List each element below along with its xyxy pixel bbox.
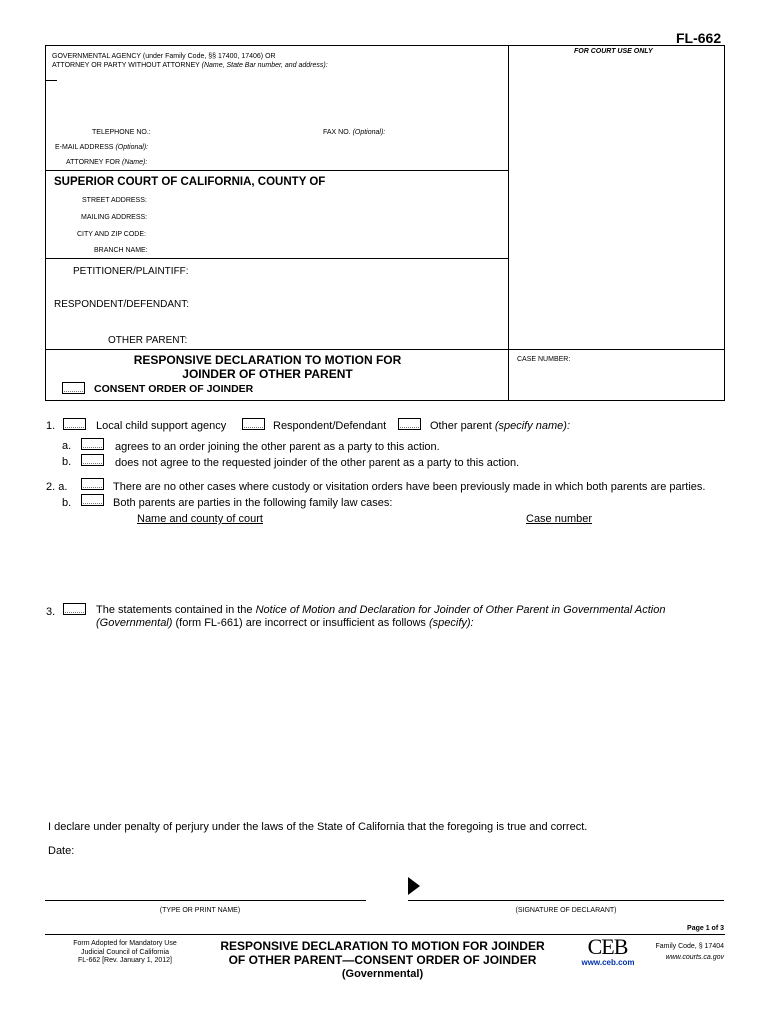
street-address-field[interactable] bbox=[160, 193, 500, 205]
mailing-address-field[interactable] bbox=[160, 210, 500, 222]
attorney-for-field[interactable] bbox=[160, 155, 500, 167]
petitioner-field[interactable] bbox=[195, 264, 500, 278]
case-number-label: CASE NUMBER: bbox=[517, 356, 571, 363]
item3-number: 3. bbox=[46, 606, 56, 618]
other-parent-checkbox[interactable] bbox=[398, 418, 421, 430]
other-parent-field[interactable] bbox=[195, 333, 500, 347]
does-not-agree-text: does not agree to the requested joinder of the other parent as a party to this action. bbox=[115, 457, 520, 469]
signature-line bbox=[408, 900, 724, 901]
other-parent-name-field[interactable] bbox=[580, 418, 720, 432]
agrees-text: agrees to an order joining the other parent as a party to this action. bbox=[115, 441, 440, 453]
respondent-option-label: Respondent/Defendant bbox=[273, 420, 387, 432]
agency-name-field[interactable] bbox=[57, 64, 502, 120]
form-left-border bbox=[45, 45, 46, 401]
case-number-field[interactable] bbox=[517, 368, 717, 396]
email-field[interactable] bbox=[160, 140, 500, 152]
mailing-address-label: MAILING ADDRESS: bbox=[81, 214, 148, 221]
page-number: Page 1 of 3 bbox=[687, 925, 724, 932]
consent-order-checkbox[interactable] bbox=[62, 382, 85, 394]
declaration-text: I declare under penalty of perjury under the laws of the State of California that the foregoing is true and correct. bbox=[48, 821, 588, 833]
agency-tick bbox=[45, 80, 57, 81]
respondent-field[interactable] bbox=[195, 297, 500, 311]
both-parents-text: Both parents are parties in the following family law cases: bbox=[113, 497, 393, 509]
ceb-logo: CEB bbox=[587, 934, 628, 959]
attorney-for-label: ATTORNEY FOR (Name): bbox=[66, 159, 148, 166]
county-field[interactable] bbox=[330, 174, 502, 188]
item1-number: 1. bbox=[46, 420, 56, 432]
form-adopted-block: Form Adopted for Mandatory Use Judicial Council of California FL-662 [Rev. January 1, 2012] bbox=[73, 940, 177, 964]
statements-incorrect-checkbox[interactable] bbox=[63, 603, 86, 615]
court-name-column-header: Name and county of court bbox=[137, 513, 263, 525]
family-code-citation: Family Code, § 17404 bbox=[655, 943, 724, 950]
parties-section-rule bbox=[45, 258, 508, 259]
agency-line1: GOVERNMENTAL AGENCY (under Family Code, §§ 17400, 17406) OR bbox=[52, 53, 276, 60]
agency-line2: ATTORNEY OR PARTY WITHOUT ATTORNEY (Name, State Bar number, and address): bbox=[52, 62, 328, 69]
court-section-rule bbox=[45, 170, 508, 171]
both-parents-checkbox[interactable] bbox=[81, 494, 104, 506]
form-number: FL-662 bbox=[676, 30, 722, 46]
courts-url-link[interactable]: www.courts.ca.gov bbox=[665, 954, 724, 961]
print-name-line bbox=[45, 900, 366, 901]
agrees-checkbox[interactable] bbox=[81, 438, 104, 450]
title-section-rule bbox=[45, 349, 725, 350]
email-label: E-MAIL ADDRESS (Optional): bbox=[55, 144, 149, 151]
item2b-label: b. bbox=[62, 497, 72, 509]
city-zip-field[interactable] bbox=[160, 227, 500, 239]
fax-label: FAX NO. (Optional): bbox=[323, 129, 386, 136]
footer-title-line1: RESPONSIVE DECLARATION TO MOTION FOR JOINDER bbox=[220, 939, 545, 953]
footer-title-line3: (Governmental) bbox=[341, 968, 424, 980]
item3-text: The statements contained in the Notice of Motion and Declaration for Joinder of Other Parent in Governmental Action (Governmental) (form FL-661) are incorrect or insufficient as follows (specify): bbox=[96, 604, 666, 629]
item2a-label: 2. a. bbox=[46, 481, 68, 493]
petitioner-label: PETITIONER/PLAINTIFF: bbox=[73, 266, 189, 277]
form-title-line1: RESPONSIVE DECLARATION TO MOTION FOR bbox=[133, 353, 402, 367]
branch-name-field[interactable] bbox=[160, 243, 500, 255]
footer-title-line2: OF OTHER PARENT—CONSENT ORDER OF JOINDER bbox=[228, 953, 537, 967]
print-name-caption: (TYPE OR PRINT NAME) bbox=[159, 907, 241, 914]
local-child-support-label: Local child support agency bbox=[96, 420, 227, 432]
print-name-field[interactable] bbox=[45, 878, 365, 898]
telephone-label: TELEPHONE NO.: bbox=[92, 129, 151, 136]
no-other-cases-text: There are no other cases where custody or visitation orders have been previously made in which both parents are parties. bbox=[113, 481, 706, 493]
form-title-line2: JOINDER OF OTHER PARENT bbox=[182, 367, 353, 381]
no-other-cases-checkbox[interactable] bbox=[81, 478, 104, 490]
respondent-checkbox[interactable] bbox=[242, 418, 265, 430]
branch-name-label: BRANCH NAME: bbox=[94, 247, 148, 254]
header-bottom-rule bbox=[45, 400, 725, 401]
court-use-divider bbox=[508, 45, 509, 401]
item3-specify-area[interactable] bbox=[96, 636, 716, 806]
signature-caption: (SIGNATURE OF DECLARANT) bbox=[515, 907, 617, 914]
header-top-rule bbox=[45, 45, 725, 46]
telephone-field[interactable] bbox=[160, 125, 310, 137]
ceb-url-link[interactable]: www.ceb.com bbox=[581, 958, 635, 967]
respondent-label: RESPONDENT/DEFENDANT: bbox=[54, 299, 190, 310]
date-field[interactable] bbox=[80, 843, 280, 857]
item1b-label: b. bbox=[62, 456, 72, 468]
court-title: SUPERIOR COURT OF CALIFORNIA, COUNTY OF bbox=[54, 176, 326, 188]
form-right-border bbox=[724, 45, 725, 401]
family-law-cases-area[interactable] bbox=[113, 530, 713, 590]
other-parent-label: OTHER PARENT: bbox=[108, 335, 188, 346]
case-number-column-header: Case number bbox=[526, 513, 593, 525]
date-label: Date: bbox=[48, 845, 75, 857]
signature-field[interactable] bbox=[408, 878, 723, 898]
local-child-support-checkbox[interactable] bbox=[63, 418, 86, 430]
other-parent-option-label: Other parent (specify name): bbox=[430, 420, 571, 432]
item1a-label: a. bbox=[62, 440, 72, 452]
street-address-label: STREET ADDRESS: bbox=[82, 197, 147, 204]
consent-order-label: CONSENT ORDER OF JOINDER bbox=[94, 383, 254, 395]
does-not-agree-checkbox[interactable] bbox=[81, 454, 104, 466]
city-zip-label: CITY AND ZIP CODE: bbox=[77, 231, 146, 238]
fax-field[interactable] bbox=[395, 125, 500, 137]
court-use-only-label: FOR COURT USE ONLY bbox=[574, 48, 653, 55]
